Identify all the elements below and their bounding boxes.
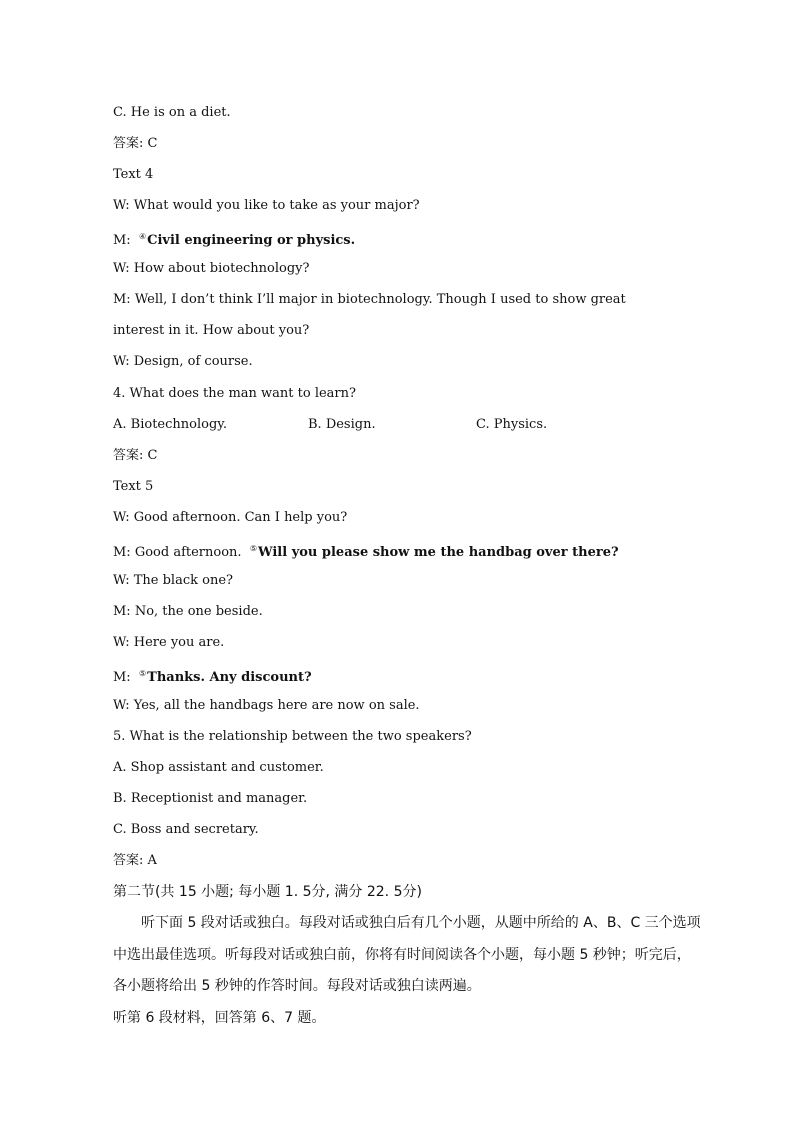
dialogue-line: W: Good afternoon. Can I help you?	[113, 510, 348, 525]
material-prompt: 听第 6 段材料，回答第 6、7 题。	[113, 1010, 326, 1026]
option-c-line: C. He is on a diet.	[113, 105, 231, 120]
dialogue-line-bold	[113, 665, 312, 683]
section-heading: 第二节(共 15 小题; 每小题 1. 5分, 满分 22. 5分)	[113, 884, 422, 900]
text-5-heading: Text 5	[113, 479, 154, 494]
options-row	[113, 416, 673, 434]
dialogue-line: W: What would you like to take as your major?	[113, 198, 420, 213]
bold-answer-text: Civil engineering or physics.	[147, 233, 356, 248]
dialogue-line: W: The black one?	[113, 573, 233, 588]
dialogue-line: W: Here you are.	[113, 635, 225, 650]
dialogue-line: W: How about biotechnology?	[113, 261, 310, 276]
option-a: A. Biotechnology.	[113, 417, 228, 432]
circled-number-4: ④	[138, 232, 147, 241]
question-5: 5. What is the relationship between the two speakers?	[113, 729, 472, 744]
dialogue-line: M: Well, I don’t think I’ll major in biotechnology. Though I used to show great	[113, 292, 626, 307]
instruction-line: 中选出最佳选项。听每段对话或独白前，你将有时间阅读各个小题，每小题 5 秒钟；听完后，	[113, 947, 691, 963]
speaker-prefix: M:	[113, 670, 139, 685]
speaker-prefix: M: Good afternoon.	[113, 545, 250, 560]
instruction-line: 各小题将给出 5 秒钟的作答时间。每段对话或独白读两遍。	[113, 978, 481, 994]
option-b-line: B. Receptionist and manager.	[113, 791, 308, 806]
dialogue-line-bold	[113, 228, 355, 246]
answer-line: 答案: A	[113, 853, 157, 868]
answer-line: 答案: C	[113, 448, 158, 463]
speaker-prefix: M:	[113, 233, 139, 248]
option-b: B. Design.	[308, 417, 376, 432]
option-c-line: C. Boss and secretary.	[113, 822, 259, 837]
dialogue-line-cont: interest in it. How about you?	[113, 323, 310, 338]
circled-number-5: ⑤	[249, 544, 257, 553]
question-4: 4. What does the man want to learn?	[113, 386, 356, 401]
dialogue-line: W: Design, of course.	[113, 354, 253, 369]
dialogue-line: W: Yes, all the handbags here are now on sale.	[113, 698, 420, 713]
text-4-heading: Text 4	[113, 167, 154, 182]
instruction-line: 听下面 5 段对话或独白。每段对话或独白后有几个小题，从题中所给的 A、B、C 三个选项	[141, 915, 701, 931]
bold-answer-text: Will you please show me the handbag over there?	[257, 545, 619, 560]
answer-line: 答案: C	[113, 136, 158, 151]
option-c: C. Physics.	[476, 417, 548, 432]
bold-answer-text: Thanks. Any discount?	[147, 670, 312, 685]
option-a-line: A. Shop assistant and customer.	[113, 760, 324, 775]
circled-number-5: ⑤	[138, 669, 147, 678]
dialogue-line-bold	[113, 540, 619, 558]
dialogue-line: M: No, the one beside.	[113, 604, 263, 619]
